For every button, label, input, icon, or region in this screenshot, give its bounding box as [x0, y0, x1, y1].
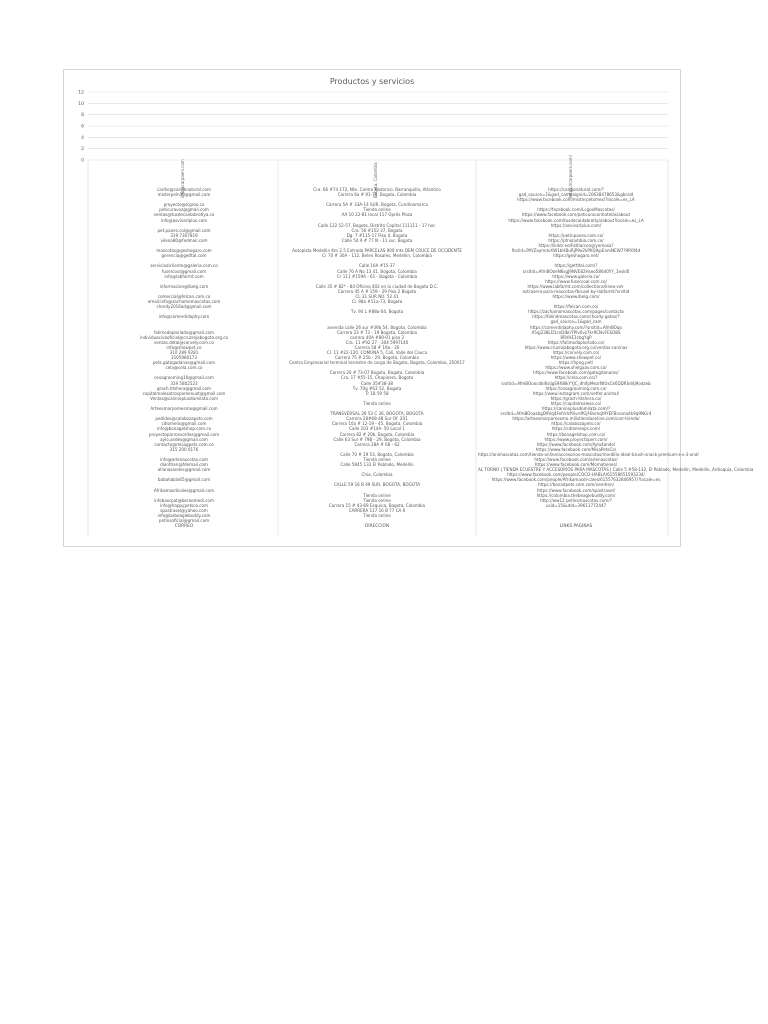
table-cell[interactable]: https://www.instagram.com/vetfer.animal/ [532, 390, 620, 396]
table-cell: grach.htshera@gmail.com [156, 385, 212, 391]
table-cell: pets.gatogadanas@gmail.com [152, 360, 216, 366]
table-cell: carrera 40A #89-01 piso 2 [349, 334, 405, 340]
table-cell: Calle 122 52-57, Bogota, Distrito Capital 111111 - 17 hor. [317, 222, 437, 228]
table-cell: fusercool@gmail.com [161, 268, 207, 274]
table-cell: Cra. 56 #152 37, Bogota [351, 227, 403, 233]
table-cell: info@comerdidaphy.com [158, 314, 210, 320]
table-cell: Calle 70 A No 13 41, Bogota, Colombia [337, 268, 417, 274]
table-cell: Carrera 45 A # 159 - 29 Piso 2 Bogota [337, 288, 417, 294]
y-tick-label: 10 [78, 101, 84, 107]
y-tick-label: 2 [81, 147, 84, 153]
table-cell[interactable]: https://capitalmalese.co/ [550, 400, 602, 406]
table-cell[interactable]: https://www.fusercool.com.co/ [545, 278, 607, 284]
table-cell: Tienda online [363, 513, 391, 518]
table-cell[interactable]: https://calabozapets.co/ [551, 421, 601, 427]
table-cell: CALLE 59 16 B 49 SUR, BOGOTA, BOGOTA [333, 482, 421, 488]
table-cell: Carrera 5A # 33A-14 SUR, Bogota, Cundinamarca [326, 202, 428, 208]
table-cell: informacion@lbelg.com [159, 283, 209, 289]
table-cell: Tv. 70g #63 52, Bogota [352, 385, 402, 391]
table-cell: Afrikamasdicales@gmail.com [153, 487, 215, 493]
y-tick-label: 4 [81, 135, 84, 141]
table-cell: srsltid=AfmBOoasbgD9Vq4FelVdcf0ivrdfGjf-Bvmqt9YEFBrvaniotk9q9NGr4 [500, 411, 652, 417]
table-cell: A5qj238LD1cnDIbIrYPIv0vz7kr9CNvFESO8S [531, 329, 621, 335]
table-cell: Tv. 94 L #88a-04, Bogota [350, 309, 404, 315]
chart-title: Productos y servicios [329, 77, 415, 86]
footer-label-links: LINKS PAGINAS [559, 524, 593, 529]
table-cell: chordy2016ad@gmail.com [156, 304, 212, 310]
links-column [478, 187, 754, 513]
table-cell[interactable]: https://zachamomascotas.com/pages/contacto [528, 309, 624, 315]
table-cell[interactable]: https://cardionatural.com/? [548, 187, 604, 192]
table-cell[interactable]: https://falimodaplorlado.co/ [547, 339, 605, 345]
table-cell: Carrera 28A # 68 - 62 [354, 441, 400, 447]
table-cell: peticuravoz@gmail.com [159, 207, 209, 213]
table-cell: gad_source=1&gad_cam [550, 319, 602, 325]
table-cell[interactable]: https://hpng.pet/ [558, 360, 594, 366]
table-cell[interactable]: https://cesagrooming.com.co/ [545, 385, 607, 391]
table-cell[interactable]: https://www.proyectoperr.com/ [544, 436, 608, 442]
chart-frame [63, 69, 754, 547]
table-cell: cesagrooming10@gmail.com [154, 375, 214, 381]
table-cell: Cra. 11 #92 27 - 304 5997140 [345, 339, 409, 345]
table-cell[interactable]: https://animascotas.com/tienda-online/accesorios-mascotas/mordillo-ideal-brush-snack-premium-s-v-3-und/ [478, 451, 699, 457]
table-cell[interactable]: https://www.facebook.com/spastrasel/ [536, 487, 616, 493]
table-cell: Cra. 66 #74 172, Nte. Centro Historico, Barranquilla, Atlantico [313, 187, 441, 192]
table-cell[interactable]: https://www.facebook.com/peticuraconhotelas/about [521, 212, 631, 218]
table-cell: Calle 103 #14A- 50 Local 1 [349, 426, 405, 432]
table-cell: cardio@cardionatural.com [157, 187, 211, 192]
table-cell: CL 31 SUR NO. 52 41 [355, 293, 399, 299]
table-cell: spastrasel@yahoo.com [160, 507, 208, 513]
table-cell[interactable]: https://www.facebook.com/Momotienes/ [534, 462, 618, 468]
table-cell: capitalmalesotrospomenuot@gmail.com [142, 390, 226, 396]
table-cell[interactable]: https://gettltal.com/? [554, 263, 598, 269]
table-cell: srsltid=AfmBOoeN6sgJ9NVE82Hseo586d0YY_1eskl0 [522, 268, 630, 274]
table-cell: Carrera 20 # 73-07 Bogota, Bogota, Colombia [329, 370, 425, 376]
table-cell[interactable]: https://arteesmarpomesmo.milistiendaonline.com/carr-tienda/ [512, 416, 640, 422]
table-cell: 315 200 0176 [169, 446, 199, 452]
table-cell: Cr 111 #159A - 61 - Bogota - Colombia [336, 273, 418, 279]
table-cell[interactable]: https://cela.com.co/? [554, 375, 598, 381]
table-cell: proyectoparrosvordas@gmail.com [148, 431, 220, 437]
table-cell: Arteesmarpomesmo@gmail.com [150, 406, 218, 412]
table-cell: gerencia@getltal.com [161, 253, 207, 259]
table-cell: cela@cela.com.co [165, 365, 203, 371]
table-cell: babahabla65@gmail.com [157, 477, 211, 483]
table-cell: Ventas@caninoplusdomilata.com [149, 395, 219, 401]
table-cell[interactable]: https://bonadpets.com.com/vendron/ [537, 482, 614, 488]
table-cell: Centro Empresarial terminal terrestre de carga de Bogota, Bogota, Colombia, 250017 [289, 360, 465, 366]
table-cell[interactable]: https://petinpanes.com.co/ [548, 232, 604, 238]
table-cell: TRANSVERSAL 26 53 C 36, BOGOTA, BOGOTA [330, 411, 424, 417]
table-cell[interactable]: https://grach-htshera.co/ [550, 395, 602, 401]
table-cell[interactable]: https://www.cruzrojabogota.org.co/ventas-caninas [524, 344, 628, 350]
table-cell: 319 5802523 [170, 380, 198, 386]
table-cell: AA 10 22-81 local 117 Oprés Plaza [341, 212, 413, 218]
table-cell: pedidos@calabozapets.com [155, 416, 213, 422]
y-tick-label: 0 [81, 158, 84, 164]
table-cell: Tienda online [363, 456, 391, 462]
address-column [282, 187, 472, 518]
table-cell[interactable]: https://www.galeria.co/ [552, 273, 600, 279]
table-cell: Carrera 10a # 12-19 - 45, Bogota, Colombia [331, 421, 423, 427]
table-cell[interactable]: https://www.facebook.com/arlenascotas/ [534, 456, 618, 462]
table-cell: dianthari@fdemail.com [160, 462, 208, 468]
table-cell[interactable]: https://bonagelshop.com.co/ [546, 431, 606, 437]
table-cell[interactable]: https://geshogaro.net/ [553, 253, 599, 259]
table-cell[interactable]: https://felcan.com.co/ [553, 304, 599, 310]
table-cell[interactable]: https://colombia.thebeaglebuddy.com/ [536, 492, 616, 498]
table-cell: pet.panes.col@gmail.com [157, 227, 211, 233]
email-column [94, 187, 274, 523]
table-cell: Calle 35#38-38 [361, 380, 393, 386]
table-cell: Tr 18 59 58 [365, 390, 389, 396]
table-cell: Carrera 23 # 73 - 19 Bogota, Colombia [337, 329, 417, 335]
table-cell: misterpeln30@gmail.com [157, 192, 211, 198]
table-cell: Chia, Colombia [361, 472, 393, 478]
table-cell: Tienda online [363, 497, 391, 503]
table-cell[interactable]: https://www.facebook.com/misterpetsmex/?locale=es_LA [517, 197, 635, 203]
table-cell: Carrera 28#68-48 Sur Of. 201 [346, 416, 408, 422]
table-cell: ventas.detal@corvely.com.co [153, 339, 214, 345]
table-cell: Cra. 17 #55-15, Chapinero, Bogota [340, 375, 414, 381]
table-cell: email:info@zachamomascotas.com [147, 299, 221, 305]
table-cell[interactable]: https://corvely.com.co/ [552, 350, 600, 355]
table-cell[interactable]: https://asvivarlplus.com/ [550, 222, 602, 228]
table-cell: 8RVHE1cbgYgP [560, 334, 592, 340]
table-cell: CARRERA 117 16 B 77 CA 6 [348, 507, 406, 513]
table-cell: petinsoficial@gmail.com [158, 518, 210, 524]
table-cell: Calle 5845 132 El Poblado, Medellin [340, 462, 414, 468]
table-cell: individuacivaoficial@cruzrojabogota.org.co [139, 334, 229, 340]
table-cell[interactable]: https://comerdidaphy.com/?srsltid=AfmBOqo [529, 324, 623, 330]
table-cell[interactable]: https://linktr.ee/Fattiarceng/yemosa? [538, 243, 614, 249]
table-cell: Calle 63 Sur # 79B - 29, Bogota, Colombia [333, 436, 421, 442]
table-cell: contacto@misagpets.com.co [154, 441, 214, 447]
table-cell: usid=15&utid=39611772447 [545, 502, 607, 508]
table-cell: Cl. 11 #22-120, COMUNA 5, Cali, Valle del Cauca [326, 350, 428, 355]
table-cell: infobaorpat@beraomedi.com [154, 497, 214, 503]
table-cell: Cl. 98a #11a-73, Bogota [351, 299, 403, 305]
table-cell: info@happypetsco.com [159, 502, 209, 508]
table-cell: allanasandes@gmail.com [157, 467, 211, 473]
table-cell[interactable]: http://ww12.petinsmascotas.com/? [540, 497, 612, 503]
table-cell: info@bebeaglebuddy.com [157, 513, 211, 518]
category-label: https://carpoers.com/ [568, 155, 573, 198]
category-label: Bogota, Colombia [373, 162, 378, 198]
table-cell: cdlomelis@gmail.com [161, 421, 207, 427]
table-cell: Tienda online [363, 400, 391, 406]
table-cell: Calle 35 # 82* - 84 Oficina 402 en la ciudad de Bogota D.C. [315, 283, 439, 289]
table-cell: avenida calle 26 sur #39b 54, Bogota, Colombia [327, 324, 427, 330]
y-tick-label: 12 [78, 90, 84, 96]
table-cell: 310 289 9281 [169, 350, 199, 355]
table-cell: Calle 70 # 19 53, Bogota, Colombia [340, 451, 414, 457]
table-cell: Tienda online [363, 492, 391, 498]
table-cell[interactable]: https://pfnolambia.com.co/ [548, 237, 604, 243]
table-cell: Carrera 82 # 20b, Bogota, Colombia [339, 431, 415, 437]
table-cell: info@asvivarlplus.com [160, 217, 208, 223]
table-cell[interactable]: https://www.facebook.com/gatogdanaros/ [533, 370, 619, 376]
table-cell: info@showpet.co [166, 344, 202, 350]
table-cell [478, 508, 674, 513]
table-cell: Carrera 6a # 91-79, Bogota, Colombia [337, 192, 417, 198]
table-cell: falimodaplorlado@gmail.com [153, 329, 214, 335]
table-cell: aylo.andes@gmail.com [160, 436, 208, 442]
table-cell[interactable]: https://falindmascotas.com/chordy-gatos/? [532, 314, 620, 320]
table-cell: Cr 70 # 30A - 112, Belen Rosales, Medellin, Colombia [322, 253, 432, 259]
table-cell: srsltid=AfmBOoocdkl6sIjgS9X8IkYYJC_dhlfpMezrNtUsCk6DDRSd4J9odzeb [501, 380, 651, 386]
table-cell: Carrera 75 # 25b - 29, Bogota, Colombia [335, 355, 419, 361]
table-cell: Autopista Medellin Km 2.5 Entrada PARCELAS 900 mts DEM CRUCE DE OCCIDENTE [292, 248, 462, 254]
table-cell: Calle 54 A # 77 N - 11 sur, Bogota [341, 237, 413, 243]
table-cell: info@labfarmt.com [164, 273, 204, 279]
table-cell[interactable]: https://facebook.com/LcgooMascotas/ [537, 207, 615, 213]
table-cell: Carrera 58 # 19a - 20 [354, 344, 400, 350]
table-cell: comercial@felcan.com.co [157, 293, 211, 299]
table-cell: Calle 16A #15-37 [358, 263, 396, 269]
table-cell[interactable]: https://www.facebook.com/MisaPetsCo/ [535, 446, 617, 452]
table-cell: estrasera-para-mascotas-fbrusel-by-labfarmt?srsltid [522, 288, 630, 294]
footer-label-direccion: DIRECCION [364, 524, 390, 529]
table-cell: info@arlenascotas.com [160, 456, 208, 462]
table-cell[interactable]: https://cdlomeaps.com/ [551, 426, 601, 432]
table-cell[interactable]: https://www.labfarmt.com/collections/linea-vet- [527, 283, 625, 289]
table-cell[interactable]: https://www.showpet.co/ [550, 355, 602, 361]
category-label: info@carpoers.com [180, 159, 185, 198]
table-cell[interactable]: https://www.facebook.com/Aylo4ando/ [536, 441, 616, 447]
table-cell: mascotas@geshogaro.com [156, 248, 212, 254]
table-cell: Carrera 15 # 43-69 Esquina, Bogota, Colombia [328, 502, 426, 508]
table-cell: info@bonagelshop.com.co [156, 426, 212, 432]
table-cell: 319 7307819 [170, 232, 198, 238]
table-cell[interactable]: https://www.facebook.com/people/COCO-HABLA/61558651593234/ [507, 472, 645, 478]
table-cell: servicioalcliente@galeria.com.co [150, 263, 218, 269]
footer-label-correo: CORREO [174, 524, 194, 529]
table-cell: 3105980173 [170, 355, 198, 361]
table-cell: vilena80@fedmail.com [160, 237, 208, 243]
y-tick-label: 6 [81, 124, 84, 130]
table-cell: Dg. 7 #115-17 Piso 4, Bogota [346, 232, 408, 238]
table-cell[interactable]: https://caninoplusdomilata.com/? [541, 406, 611, 412]
table-cell: Tienda online [363, 207, 391, 213]
table-cell[interactable]: https://www.shelgaas.com.co/ [545, 365, 607, 371]
table-cell: fbclid=PAYZaymdvXW1bHBuRjP9e2kPKQlkpEnmNEW7?9R0f4d [511, 248, 641, 254]
table-cell: proyecto@lcgroo.co [163, 202, 205, 208]
table-cell[interactable]: https://www.lbelg.com/ [552, 293, 600, 299]
table-cell: gad_source=1&gad_campaignid=20638478653&gbraid [518, 192, 634, 198]
table-cell: AL TORNO | TIENDA ECUESTRE Y ACCESORIOS PARA MASCOTAS | Calle 5 #58-132, El Poblado, Medellin, Medellin, Antioquia, Colombia [478, 467, 754, 473]
table-cell: ventas@tusdecaidabrotlya.co [153, 212, 215, 218]
y-tick-label: 8 [81, 113, 84, 119]
table-cell[interactable]: https://www.facebook.com/tusdecaidabrotlya/about?locale=es_LA [508, 217, 644, 223]
table-cell[interactable]: https://www.facebook.com/people/Afrikamasdi-cales/61557632846957/?locale=es [491, 477, 661, 483]
